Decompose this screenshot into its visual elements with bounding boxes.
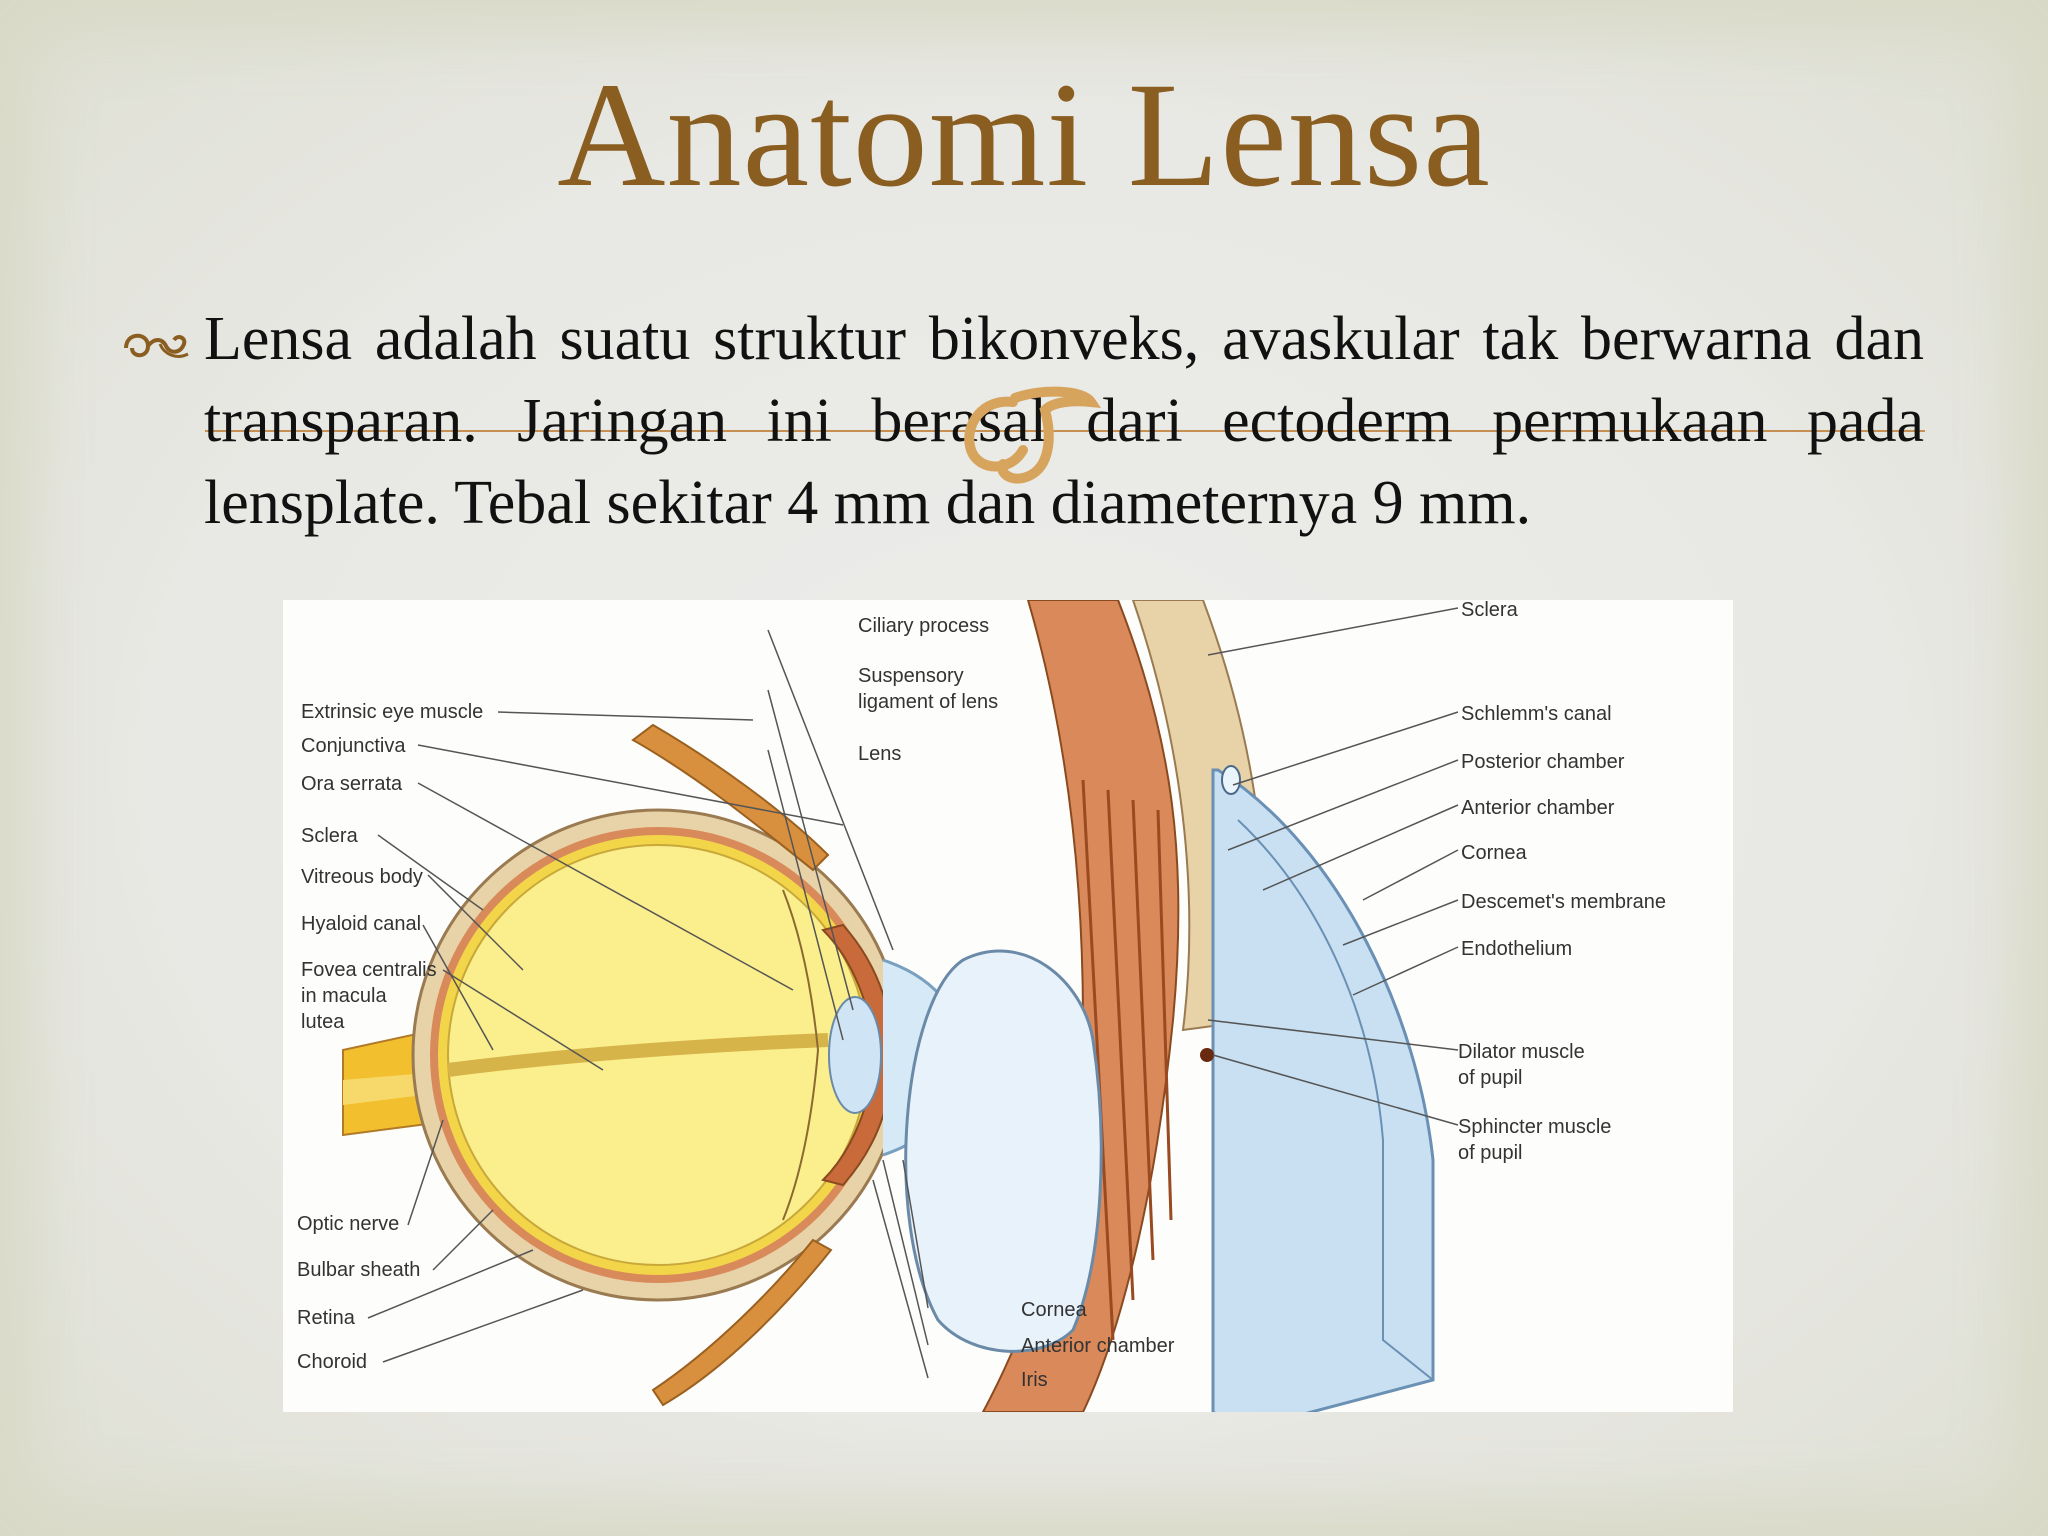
label-anterior-chamber-right: Anterior chamber <box>1461 797 1615 819</box>
label-in-macula: in macula <box>301 985 387 1007</box>
schlemm-canal-shape <box>1222 766 1240 794</box>
label-ligament-of-lens: ligament of lens <box>858 691 999 713</box>
eye-anatomy-illustration <box>283 600 1733 1412</box>
bullet-paragraph: Lensa adalah suatu struktur bikonveks, avaskular tak berwarna dan transparan. Jaringan ini berasal dari ectoderm permukaan pada lensplate. Tebal sekitar 4 mm dan diameternya 9 mm. <box>204 305 1924 537</box>
label-dilator-of-pupil: of pupil <box>1458 1067 1523 1089</box>
lens-detail <box>906 951 1101 1351</box>
label-sclera-left: Sclera <box>301 825 358 847</box>
label-suspensory: Suspensory <box>858 665 964 687</box>
ornate-bullet-icon <box>118 318 198 368</box>
label-fovea-centralis: Fovea centralis <box>301 959 437 981</box>
label-schlemms-canal: Schlemm's canal <box>1461 703 1612 725</box>
label-optic-nerve: Optic nerve <box>297 1213 400 1235</box>
eye-anatomy-diagram <box>283 600 1733 1412</box>
label-ora-serrata: Ora serrata <box>301 773 403 795</box>
label-hyaloid-canal: Hyaloid canal <box>301 913 422 935</box>
label-endothelium: Endothelium <box>1461 938 1573 960</box>
label-vitreous-body: Vitreous body <box>301 866 423 888</box>
sphincter-muscle-dot <box>1200 1048 1214 1062</box>
label-descemets-membrane: Descemet's membrane <box>1461 891 1666 913</box>
label-choroid: Choroid <box>297 1351 368 1373</box>
label-sphincter-of-pupil: of pupil <box>1458 1142 1523 1164</box>
label-sclera-right: Sclera <box>1461 600 1518 621</box>
label-sphincter-muscle: Sphincter muscle <box>1458 1116 1612 1138</box>
label-anterior-chamber-bottom: Anterior chamber <box>1021 1335 1175 1357</box>
label-cornea-right: Cornea <box>1461 842 1527 864</box>
slide-title: Anatomi Lensa <box>557 52 1491 218</box>
label-lens: Lens <box>858 743 902 765</box>
label-bulbar-sheath: Bulbar sheath <box>297 1259 421 1281</box>
cornea-detail <box>1213 770 1433 1412</box>
label-lutea: lutea <box>301 1011 345 1033</box>
label-conjunctiva: Conjunctiva <box>301 735 406 757</box>
label-retina: Retina <box>297 1307 355 1329</box>
label-ciliary-process: Ciliary process <box>858 615 990 637</box>
label-extrinsic-eye-muscle: Extrinsic eye muscle <box>301 701 484 723</box>
label-posterior-chamber: Posterior chamber <box>1461 751 1625 773</box>
label-iris: Iris <box>1021 1369 1048 1391</box>
label-dilator-muscle: Dilator muscle <box>1458 1041 1585 1063</box>
script-flourish-icon <box>953 380 1103 490</box>
label-cornea-bottom: Cornea <box>1021 1299 1087 1321</box>
